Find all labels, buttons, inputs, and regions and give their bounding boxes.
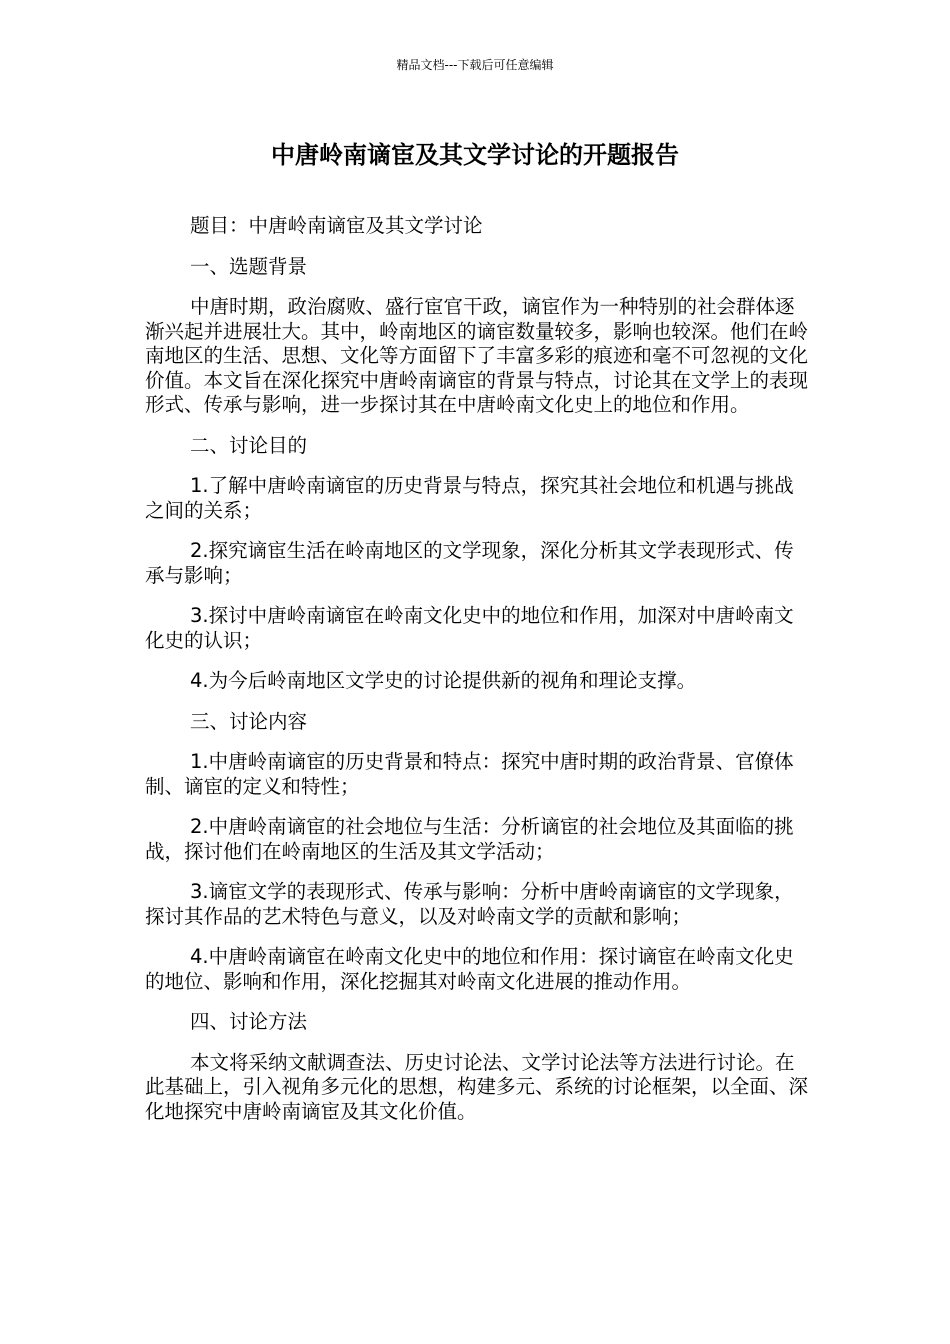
- topic-line: 题目：中唐岭南谪宦及其文学讨论: [190, 214, 483, 237]
- document-body: [145, 214, 810, 1140]
- content-item-4: 4.中唐岭南谪宦在岭南文化史中的地位和作用：探讨谪宦在岭南文化史的地位、影响和作用，深化挖掘其对岭南文化进展的推动作用。: [145, 945, 794, 993]
- method-paragraph: 本文将采纳文献调查法、历史讨论法、文学讨论法等方法进行讨论。在此基础上，引入视角多元化的思想，构建多元、系统的讨论框架，以全面、深化地探究中唐岭南谪宦及其文化价值。: [145, 1050, 809, 1123]
- content-item-1: 1.中唐岭南谪宦的历史背景和特点：探究中唐时期的政治背景、官僚体制、谪宦的定义和特性；: [145, 750, 794, 798]
- section-heading-content: 三、讨论内容: [190, 709, 308, 733]
- content-item-3: 3.谪宦文学的表现形式、传承与影响：分析中唐岭南谪宦的文学现象，探讨其作品的艺术特色与意义，以及对岭南文学的贡献和影响；: [145, 880, 794, 928]
- purpose-item-2: 2.探究谪宦生活在岭南地区的文学现象，深化分析其文学表现形式、传承与影响；: [145, 539, 794, 587]
- purpose-item-1: 1.了解中唐岭南谪宦的历史背景与特点，探究其社会地位和机遇与挑战之间的关系；: [145, 474, 794, 522]
- document-title: 中唐岭南谪宦及其文学讨论的开题报告: [271, 141, 679, 169]
- section-heading-method: 四、讨论方法: [190, 1010, 308, 1033]
- purpose-item-3: 3.探讨中唐岭南谪宦在岭南文化史中的地位和作用，加深对中唐岭南文化史的认识；: [145, 604, 794, 652]
- section-heading-purpose: 二、讨论目的: [190, 433, 308, 457]
- purpose-item-4: 4.为今后岭南地区文学史的讨论提供新的视角和理论支撑。: [190, 669, 697, 692]
- content-item-2: 2.中唐岭南谪宦的社会地位与生活：分析谪宦的社会地位及其面临的挑战，探讨他们在岭南地区的生活及其文学活动；: [145, 815, 794, 863]
- page-header: 精品文档---下载后可任意编辑: [396, 58, 554, 72]
- section-heading-background: 一、选题背景: [190, 254, 308, 278]
- background-paragraph: 中唐时期，政治腐败、盛行宦官干政，谪宦作为一种特别的社会群体逐渐兴起并进展壮大。其中，岭南地区的谪宦数量较多，影响也较深。他们在岭南地区的生活、思想、文化等方面留下了丰富多彩的痕迹和毫不可忽视的文化价值。本文旨在深化探究中唐岭南谪宦的背景与特点，讨论其在文学上的表现形式、传承与影响，进一步探讨其在中唐岭南文化史上的地位和作用。: [145, 295, 809, 416]
